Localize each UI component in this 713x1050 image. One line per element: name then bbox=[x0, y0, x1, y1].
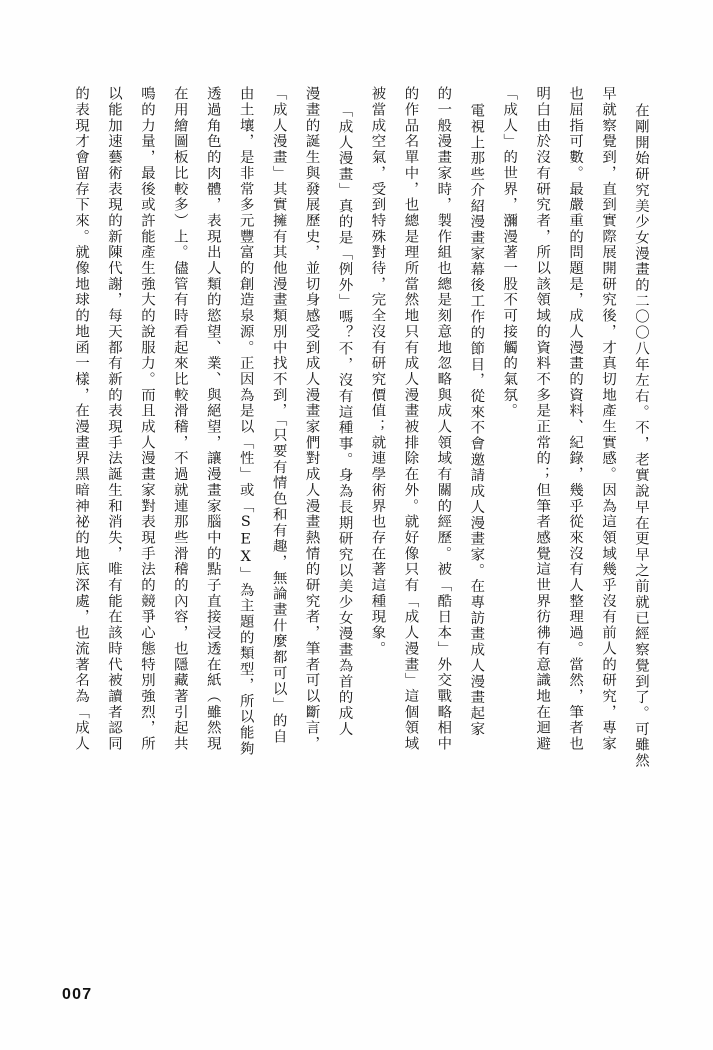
text-column: 由土壤，是非常多元豐富的創造泉源。正因為是以「性」或「SEX」為主題的類型，所以能夠 bbox=[237, 86, 254, 757]
text-column: 被當成空氣，受到特殊對待，完全沒有研究價值；就連學術界也存在著這種現象。 bbox=[369, 86, 386, 657]
text-column: 也屈指可數。最嚴重的問題是，成人漫畫的資料、紀錄，幾乎從來沒有人整理過。當然，筆者也 bbox=[567, 86, 584, 752]
text-column: 早就察覺到，直到實際展開研究後，才真切地產生實感。因為這領域幾乎沒有前人的研究，專家 bbox=[600, 86, 617, 752]
text-column: 「成人漫畫」其實擁有其他漫畫類別中找不到，「只要有情色和有趣，無論畫什麼都可以」的自 bbox=[270, 86, 287, 745]
text-column: 的一般漫畫家時，製作組也總是刻意地忽略與成人領域有關的經歷。被「酷日本」外交戰略相中 bbox=[435, 86, 452, 752]
vertical-text-block bbox=[60, 86, 653, 921]
text-column: 的作品名單中，也總是理所當然地只有成人漫畫被排除在外。就好像只有「成人漫畫」這個領域 bbox=[402, 86, 419, 752]
text-column: 以能加速藝術表現的新陳代謝，每天都有新的表現手法誕生和消失，唯有能在該時代被讀者認同 bbox=[106, 86, 122, 752]
text-column: 在剛開始研究美少女漫畫的二〇〇八年左右。不，老實說早在更早之前就已經察覺到了。可雖然 bbox=[633, 103, 649, 769]
text-column: 透過角色的肉體，表現出人類的慾望、業、與絕望，讓漫畫家腦中的點子直接浸透在紙（雖然現 bbox=[204, 86, 221, 752]
page-number: 007 bbox=[62, 986, 93, 1003]
text-column: 鳴的力量，最後或許能產生強大的說服力。而且成人漫畫家對表現手法的競爭心態特別強烈，所 bbox=[138, 86, 155, 752]
text-column: 「成人」的世界，瀰漫著一股不可接觸的氣氛。 bbox=[501, 86, 518, 419]
text-column: 「成人漫畫」真的是「例外」嗎？不，沒有這種事。身為長期研究以美少女漫畫為首的成人 bbox=[336, 103, 353, 737]
text-column: 漫畫的誕生與發展歷史，並切身感受到成人漫畫家們對成人漫畫熱情的研究者，筆者可以斷言， bbox=[303, 86, 320, 752]
text-column: 的表現才會留存下來。就像地球的地函一樣，在漫畫界黑暗神祕的地底深處，也流著名為「成人 bbox=[73, 86, 90, 752]
text-column: 明白由於沒有研究者，所以該領域的資料不多是正常的；但筆者感覺這世界彷彿有意識地在迴避 bbox=[534, 86, 551, 752]
text-column: 在用繪圖板比較多）上。儘管有時看起來比較滑稽，不過就連那些滑稽的內容，也隱藏著引起共 bbox=[171, 86, 188, 752]
text-column: 電視上那些介紹漫畫家幕後工作的節目，從來不會邀請成人漫畫家。在專訪畫成人漫畫起家 bbox=[468, 103, 485, 737]
